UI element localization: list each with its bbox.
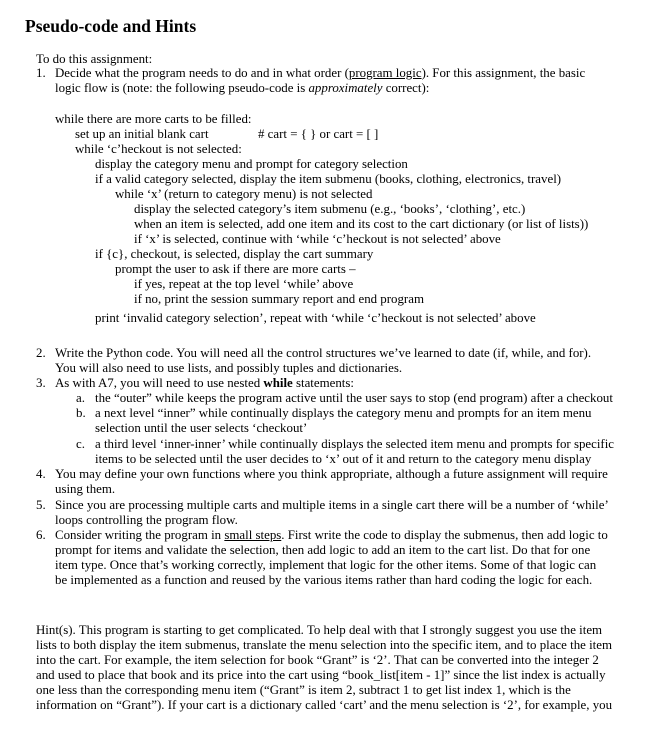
item-5-line: loops controlling the program flow. xyxy=(55,513,238,527)
sub-item-line: items to be selected until the user decides to ‘x’ out of it and return to the category menu display xyxy=(95,452,592,466)
item-1-line-2: logic flow is (note: the following pseudo-code is approximately correct): xyxy=(55,81,430,95)
item-6-number: 6. xyxy=(36,528,46,542)
hint-line: into the cart. For example, the item selection for book “Grant” is ‘2’. That can be converted into the integer 2 xyxy=(36,653,599,667)
item-6-line: Consider writing the program in small steps. First write the code to display the submenus, then add logic to xyxy=(55,528,608,542)
item-5-number: 5. xyxy=(36,498,46,512)
item-1-line-1: Decide what the program needs to do and in what order (program logic). For this assignment, the basic xyxy=(55,66,586,80)
sub-item-line: a next level “inner” while continually displays the category menu and prompts for an item menu xyxy=(95,406,592,420)
pseudocode-line: print ‘invalid category selection’, repeat with ‘while ‘c’heckout is not selected’ above xyxy=(95,311,536,325)
pseudocode-line: if {c}, checkout, is selected, display the cart summary xyxy=(95,247,374,261)
intro-text: To do this assignment: xyxy=(36,52,153,66)
item-1-number: 1. xyxy=(36,66,46,80)
pseudocode-line: if yes, repeat at the top level ‘while’ above xyxy=(134,277,354,291)
sub-item-letter: b. xyxy=(76,406,86,420)
pseudocode-comment: # cart = { } or cart = [ ] xyxy=(258,127,379,141)
hint-line: information on “Grant”). If your cart is a dictionary called ‘cart’ and the menu selection is ‘2’, for example, you xyxy=(36,698,613,712)
item-2-line: You will also need to use lists, and possibly tuples and dictionaries. xyxy=(55,361,403,375)
hint-line: one less than the corresponding menu item (“Grant” is item 2, subtract 1 to get list index 1, which is the xyxy=(36,683,571,697)
item-6-line: prompt for items and validate the selection, then add logic to add an item to the cart list. Do that for one xyxy=(55,543,591,557)
hint-line: Hint(s). This program is starting to get complicated. To help deal with that I strongly suggest you use the item xyxy=(36,623,603,637)
item-6-line: item type. Once that’s working correctly, implement that logic for the other items. Some of that logic can xyxy=(55,558,597,572)
pseudocode-line: if ‘x’ is selected, continue with ‘while ‘c’heckout is not selected’ above xyxy=(134,232,501,246)
item-4-line: using them. xyxy=(55,482,116,496)
pseudocode-line: if no, print the session summary report and end program xyxy=(134,292,424,306)
sub-item-line: selection until the user selects ‘checkout’ xyxy=(95,421,308,435)
pseudocode-line: if a valid category selected, display the item submenu (books, clothing, electronics, travel) xyxy=(95,172,562,186)
pseudocode-line: while there are more carts to be filled: xyxy=(55,112,252,126)
pseudocode-line: when an item is selected, add one item and its cost to the cart dictionary (or list of lists)) xyxy=(134,217,589,231)
sub-item-letter: a. xyxy=(76,391,85,405)
item-3-number: 3. xyxy=(36,376,46,390)
item-6-line: be implemented as a function and reused by the various items rather than hard coding the logic for each. xyxy=(55,573,593,587)
pseudocode-line: while ‘x’ (return to category menu) is not selected xyxy=(115,187,373,201)
item-5-line: Since you are processing multiple carts and multiple items in a single cart there will be a number of ‘while’ xyxy=(55,498,609,512)
page-title: Pseudo-code and Hints xyxy=(25,16,197,36)
item-4-line: You may define your own functions where you think appropriate, although a future assignment will require xyxy=(55,467,608,481)
program-logic-link[interactable]: program logic xyxy=(348,66,422,80)
item-4-number: 4. xyxy=(36,467,46,481)
item-3-line: As with A7, you will need to use nested while statements: xyxy=(55,376,354,390)
pseudocode-line: prompt the user to ask if there are more carts – xyxy=(115,262,356,276)
item-2-number: 2. xyxy=(36,346,46,360)
pseudocode-line: display the selected category’s item submenu (e.g., ‘books’, ‘clothing’, etc.) xyxy=(134,202,526,216)
pseudocode-line: set up an initial blank cart xyxy=(75,127,209,141)
pseudocode-line: display the category menu and prompt for category selection xyxy=(95,157,408,171)
item-2-line: Write the Python code. You will need all the control structures we’ve learned to date (if, while, and for). xyxy=(55,346,592,360)
sub-item-line: a third level ‘inner-inner’ while continually displays the selected item menu and prompts for specific xyxy=(95,437,615,451)
pseudocode-line: while ‘c’heckout is not selected: xyxy=(75,142,242,156)
hint-line: lists to both display the item submenus, translate the menu selection into the specific item, and to place the item xyxy=(36,638,613,652)
hint-line: and used to place that book and its price into the cart using “book_list[item - 1]” since the list index is actually xyxy=(36,668,606,682)
small-steps-link[interactable]: small steps xyxy=(224,528,282,542)
sub-item-line: the “outer” while keeps the program active until the user says to stop (end program) after a checkout xyxy=(95,391,613,405)
sub-item-letter: c. xyxy=(76,437,85,451)
